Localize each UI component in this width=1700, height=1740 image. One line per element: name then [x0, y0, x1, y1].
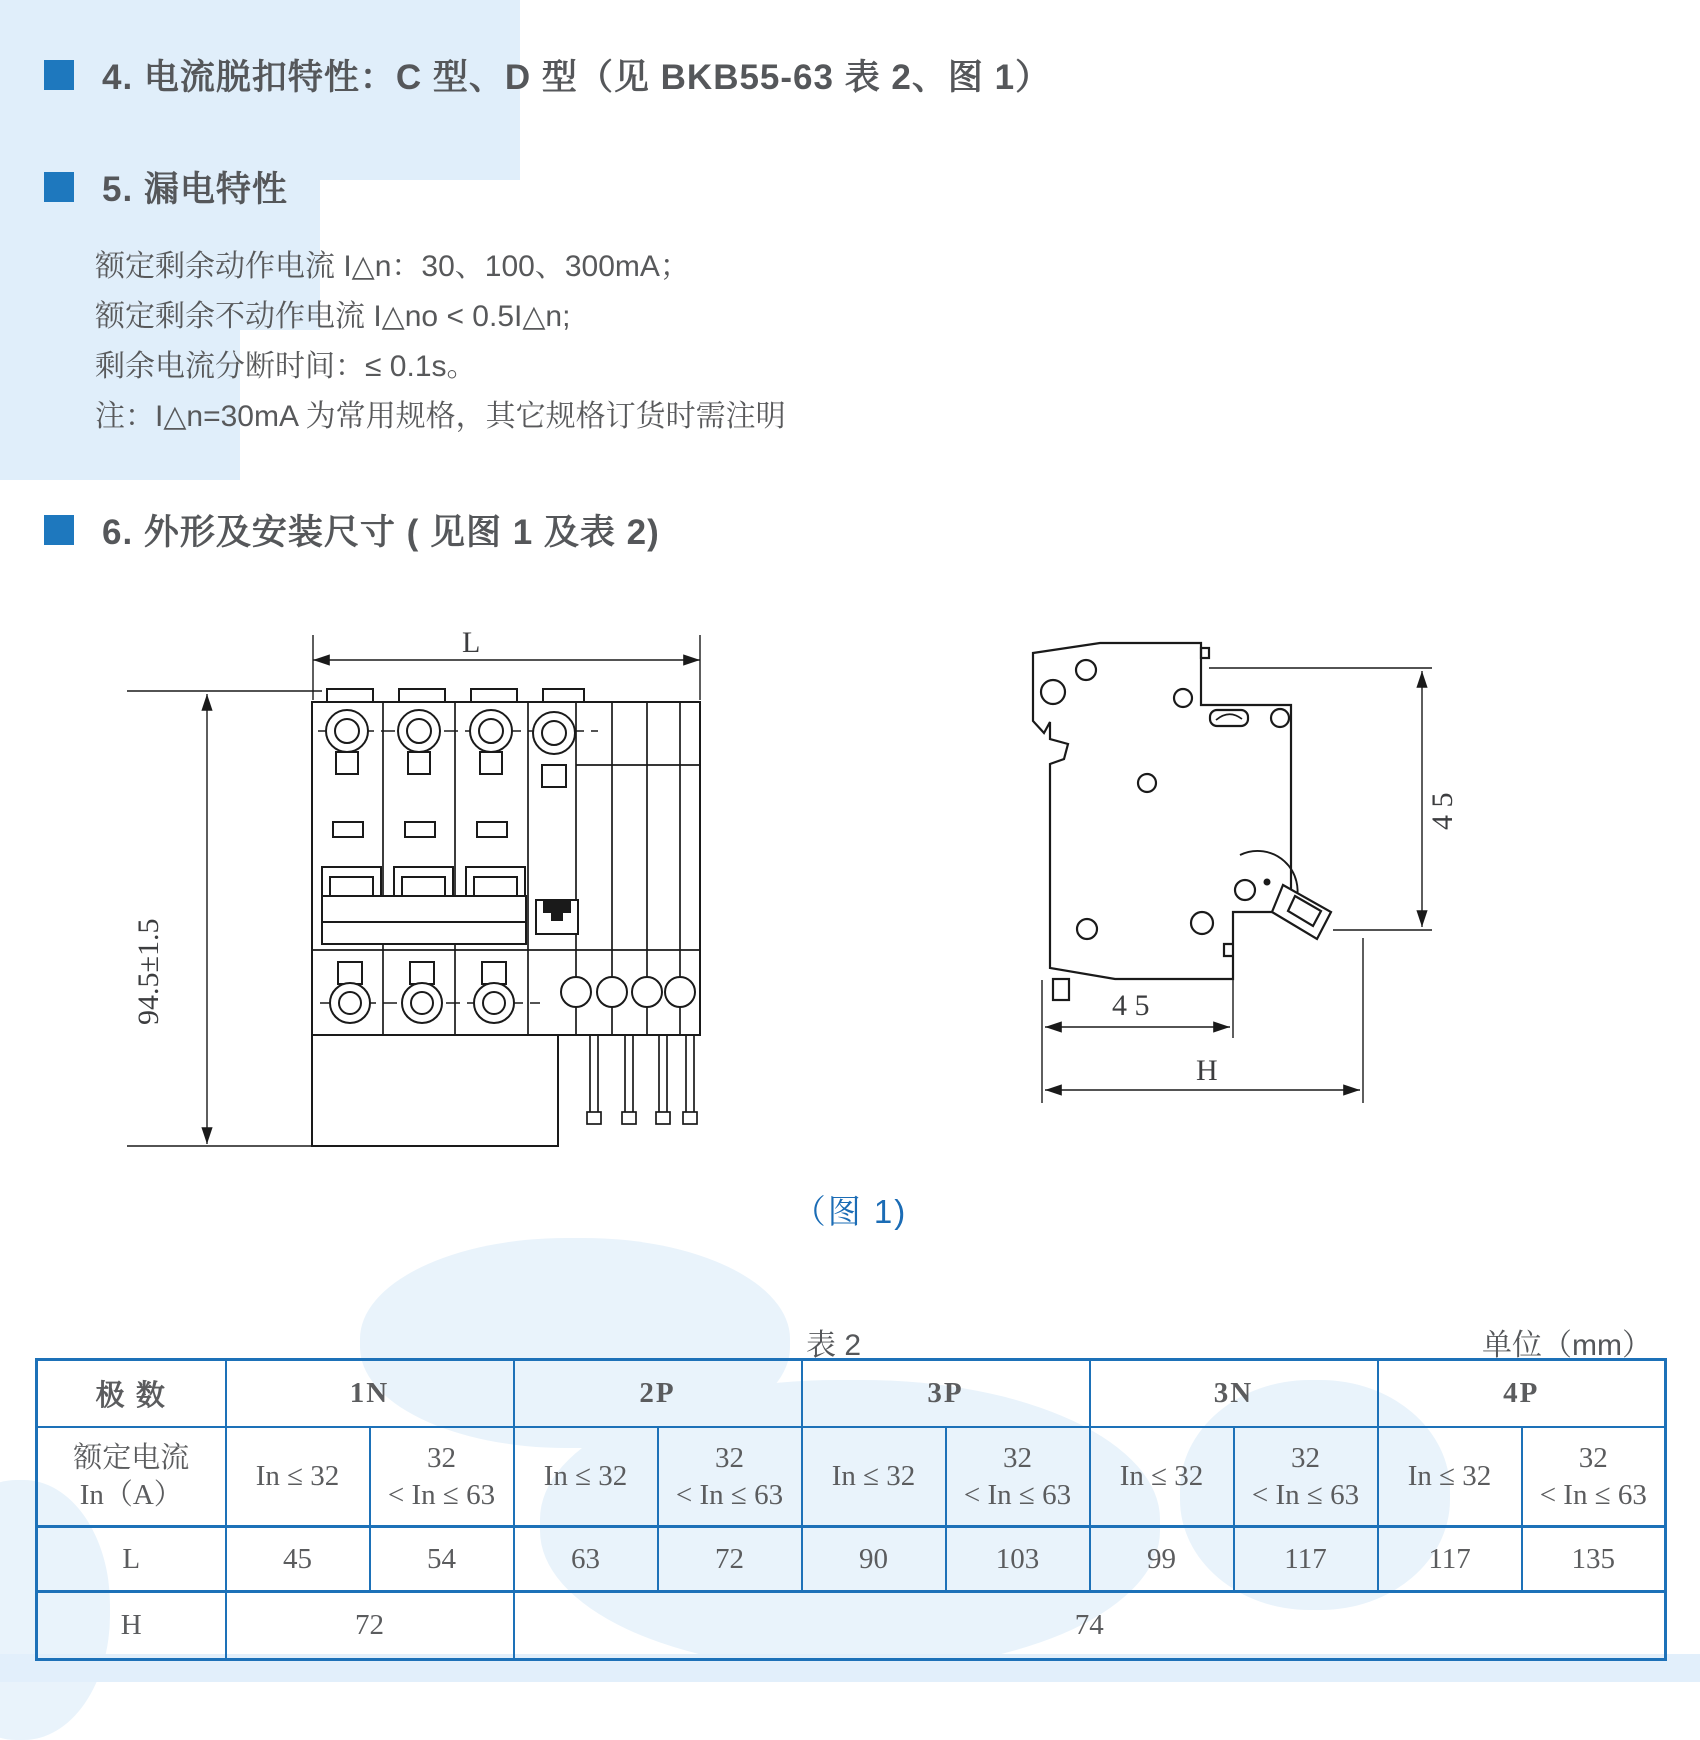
table-current-range-row: [37, 1427, 1666, 1527]
value-cell: 90: [802, 1527, 946, 1592]
range-cell-low: In ≤ 32: [514, 1427, 658, 1527]
range-high-line1: 32: [715, 1442, 745, 1475]
range-cell-high: [1234, 1427, 1378, 1527]
section-bullet-icon: [44, 172, 74, 202]
leakage-line: 额定剩余不动作电流 I△no < 0.5I△n;: [95, 300, 571, 333]
range-cell-high: [1522, 1427, 1666, 1527]
section-bullet-icon: [44, 60, 74, 90]
range-cell-low: In ≤ 32: [1090, 1427, 1234, 1527]
dim-label-45-bottom: 4 5: [1112, 989, 1150, 1022]
range-cell-high: [370, 1427, 514, 1527]
range-high-line1: 32: [427, 1442, 456, 1475]
value-cell: 117: [1378, 1527, 1522, 1592]
leakage-line: 额定剩余动作电流 I△n：30、100、300mA；: [95, 250, 690, 283]
header-cell-2P: 2P: [514, 1360, 802, 1428]
dim-label-height: 94.5±1.5: [132, 918, 165, 1025]
value-cell: 74: [514, 1592, 1666, 1660]
dim-label-H: H: [1196, 1054, 1218, 1087]
table-row-L: [37, 1527, 1666, 1592]
range-high-line1: 32: [1003, 1442, 1033, 1475]
section-heading-leakage: [44, 162, 288, 212]
leakage-line: 剩余电流分断时间：≤ 0.1s。: [95, 350, 477, 383]
section-title: 6. 外形及安装尺寸 ( 见图 1 及表 2): [102, 513, 660, 552]
range-high-line2: < In ≤ 63: [387, 1478, 496, 1511]
value-cell: 99: [1090, 1527, 1234, 1592]
range-high-line1: 32: [1291, 1442, 1321, 1475]
range-cell-low: In ≤ 32: [802, 1427, 946, 1527]
leakage-spec-text: [95, 242, 786, 442]
header-cell-poles: 极 数: [37, 1360, 226, 1428]
range-high-line2: < In ≤ 63: [675, 1478, 784, 1511]
row-label-rated-current: [37, 1427, 226, 1527]
section-heading-trip-characteristics: [44, 50, 1051, 100]
header-cell-4P: 4P: [1378, 1360, 1666, 1428]
row-label-H: H: [37, 1592, 226, 1660]
value-cell: 103: [946, 1527, 1090, 1592]
dim-label-L: L: [462, 626, 481, 659]
table-unit-label: 单位（mm）: [1482, 1329, 1652, 1362]
value-cell: 117: [1234, 1527, 1378, 1592]
figure-1-drawings: [0, 560, 1700, 1180]
value-cell: 45: [226, 1527, 370, 1592]
section-title: 4. 电流脱扣特性：C 型、D 型（见 BKB55-63 表 2、图 1）: [102, 58, 1052, 97]
rated-current-line2: In（A）: [79, 1478, 183, 1511]
section-heading-dimensions: [44, 505, 660, 555]
value-cell: 72: [226, 1592, 514, 1660]
value-cell: 135: [1522, 1527, 1666, 1592]
figure-caption: （图 1): [792, 1193, 908, 1230]
header-cell-1N: 1N: [226, 1360, 514, 1428]
front-view-drawing: [127, 626, 700, 1146]
table-row-H: [37, 1592, 1666, 1660]
section-bullet-icon: [44, 515, 74, 545]
dim-label-45-vertical: 4 5: [1426, 792, 1459, 830]
value-cell: 54: [370, 1527, 514, 1592]
value-cell: 72: [658, 1527, 802, 1592]
range-cell-low: In ≤ 32: [1378, 1427, 1522, 1527]
range-high-line1: 32: [1578, 1442, 1608, 1475]
range-high-line2: < In ≤ 63: [1539, 1478, 1647, 1511]
dimensions-table: [35, 1358, 1667, 1661]
rated-current-line1: 额定电流: [73, 1442, 190, 1475]
leakage-line: 注：I△n=30mA 为常用规格，其它规格订货时需注明: [95, 400, 786, 433]
range-cell-high: [946, 1427, 1090, 1527]
value-cell: 63: [514, 1527, 658, 1592]
range-high-line2: < In ≤ 63: [1251, 1478, 1360, 1511]
range-cell-low: In ≤ 32: [226, 1427, 370, 1527]
table-header-row: [37, 1360, 1666, 1428]
range-high-line2: < In ≤ 63: [963, 1478, 1072, 1511]
header-cell-3N: 3N: [1090, 1360, 1378, 1428]
range-cell-high: [658, 1427, 802, 1527]
section-title: 5. 漏电特性: [102, 170, 288, 209]
side-view-drawing: [1033, 643, 1459, 1103]
table-caption: 表 2: [806, 1329, 862, 1362]
header-cell-3P: 3P: [802, 1360, 1090, 1428]
row-label-L: L: [37, 1527, 226, 1592]
